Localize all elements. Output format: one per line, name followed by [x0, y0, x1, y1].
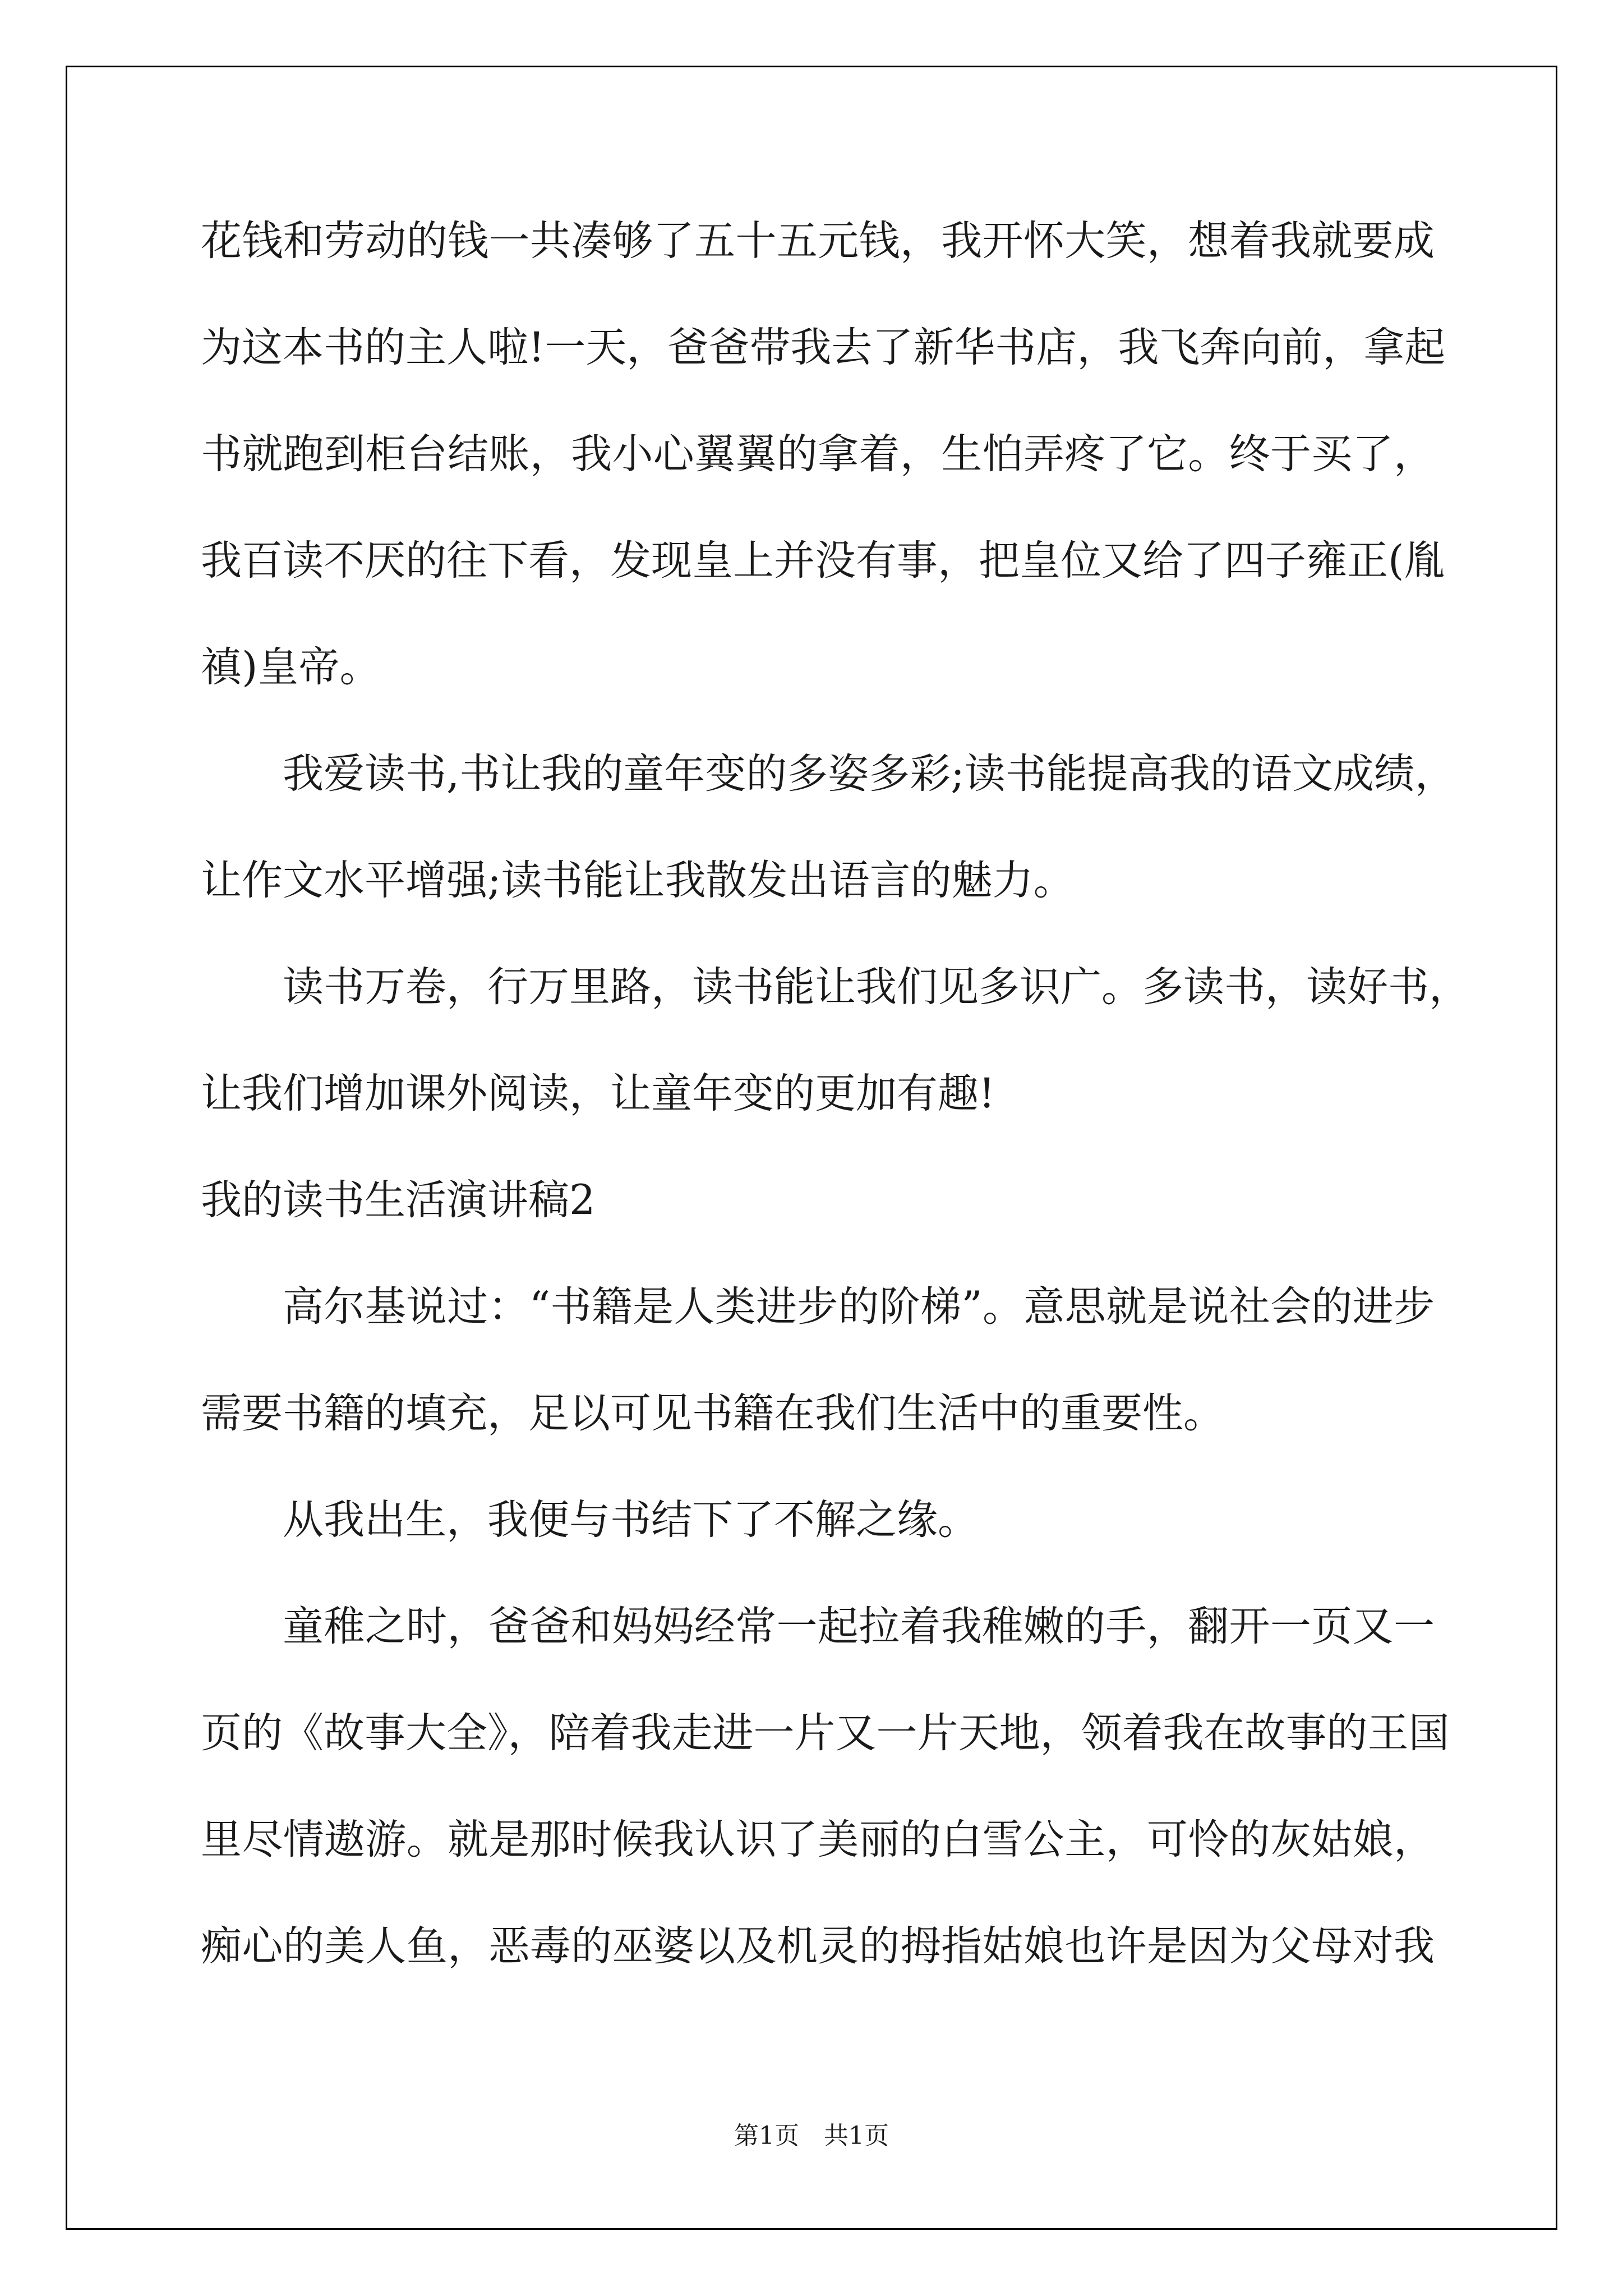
text-line: 里尽情遨游。就是那时候我认识了美丽的白雪公主，可怜的灰姑娘， [201, 1816, 1435, 1864]
text-line: 禛)皇帝。 [201, 643, 381, 691]
section-heading: 我的读书生活演讲稿2 [201, 1176, 596, 1224]
text-line: 花钱和劳动的钱一共凑够了五十五元钱，我开怀大笑，想着我就要成 [201, 217, 1435, 265]
text-line: 让作文水平增强;读书能让我散发出语言的魅力。 [201, 857, 1075, 904]
text-line: 页的《故事大全》，陪着我走进一片又一片天地，领着我在故事的王国 [201, 1709, 1450, 1757]
text-line: 高尔基说过：“书籍是人类进步的阶梯”。意思就是说社会的进步 [283, 1283, 1435, 1331]
text-line: 从我出生，我便与书结下了不解之缘。 [283, 1496, 979, 1544]
text-line: 书就跑到柜台结账，我小心翼翼的拿着，生怕弄疼了它。终于买了， [201, 430, 1435, 478]
text-line: 需要书籍的填充，足以可见书籍在我们生活中的重要性。 [201, 1389, 1224, 1437]
document-body [201, 213, 1470, 2025]
text-line: 痴心的美人鱼，恶毒的巫婆以及机灵的拇指姑娘也许是因为父母对我 [201, 1922, 1435, 1970]
page-number-footer: 第1页 共1页 [734, 2122, 889, 2150]
text-line: 我百读不厌的往下看，发现皇上并没有事，把皇位又给了四子雍正(胤 [201, 537, 1445, 585]
text-line: 为这本书的主人啦!一天，爸爸带我去了新华书店，我飞奔向前，拿起 [201, 324, 1446, 371]
text-line: 童稚之时，爸爸和妈妈经常一起拉着我稚嫩的手，翻开一页又一 [283, 1603, 1435, 1650]
text-line: 读书万卷，行万里路，读书能让我们见多识广。多读书，读好书， [283, 963, 1470, 1011]
text-line: 让我们增加课外阅读，让童年变的更加有趣! [201, 1070, 995, 1117]
text-line: 我爱读书,书让我的童年变的多姿多彩;读书能提高我的语文成绩， [283, 750, 1456, 798]
